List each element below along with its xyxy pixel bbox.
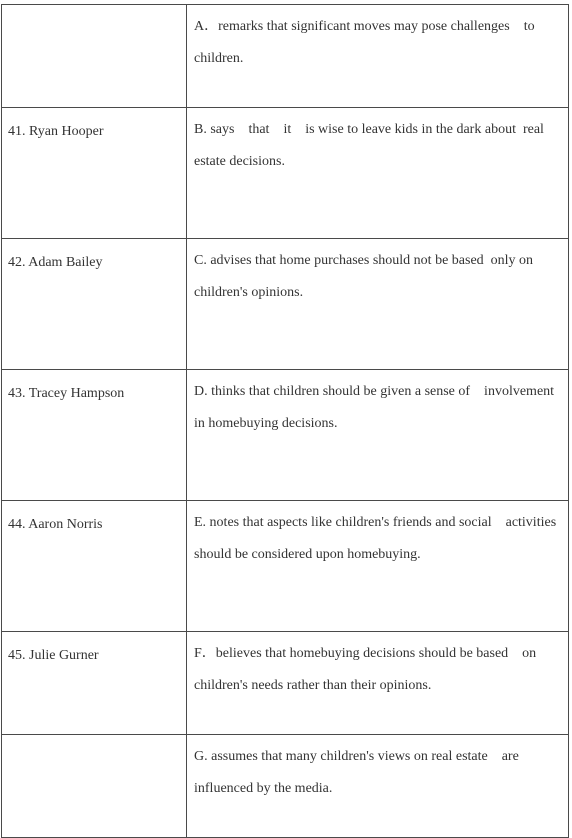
speaker-name: 44. Aaron Norris [8, 517, 103, 532]
statement-text: F．believes that homebuying decisions should be based on children's needs rather than their opinions. [194, 646, 540, 693]
statement-text: G. assumes that many children's views on real estate are influenced by the media. [194, 749, 523, 796]
statement-text: D. thinks that children should be given a sense of involvement in homebuying decisions. [194, 384, 558, 431]
statement-cell [187, 5, 569, 108]
table-row [2, 239, 569, 370]
statement-text: A．remarks that significant moves may pose challenges to children. [194, 19, 539, 66]
table-row [2, 632, 569, 735]
statement-text: C. advises that home purchases should not be based only on children's opinions. [194, 253, 537, 300]
speaker-cell [2, 632, 187, 735]
statement-cell [187, 632, 569, 735]
matching-table [1, 4, 569, 838]
table-row [2, 501, 569, 632]
speaker-cell [2, 370, 187, 501]
table-row [2, 108, 569, 239]
statement-cell [187, 239, 569, 370]
statement-cell [187, 501, 569, 632]
speaker-cell [2, 735, 187, 838]
statement-cell [187, 735, 569, 838]
speaker-cell [2, 501, 187, 632]
speaker-cell [2, 5, 187, 108]
table-row [2, 735, 569, 838]
speaker-name: 43. Tracey Hampson [8, 386, 125, 401]
speaker-name: 45. Julie Gurner [8, 648, 99, 663]
speaker-cell [2, 239, 187, 370]
speaker-cell [2, 108, 187, 239]
statement-text: B. says that it is wise to leave kids in the dark about real estate decisions. [194, 122, 548, 169]
speaker-name: 41. Ryan Hooper [8, 124, 104, 139]
table-row [2, 370, 569, 501]
statement-cell [187, 108, 569, 239]
table-row [2, 5, 569, 108]
speaker-name: 42. Adam Bailey [8, 255, 103, 270]
statement-text: E. notes that aspects like children's friends and social activities should be considered upon homebuying. [194, 515, 560, 562]
statement-cell [187, 370, 569, 501]
